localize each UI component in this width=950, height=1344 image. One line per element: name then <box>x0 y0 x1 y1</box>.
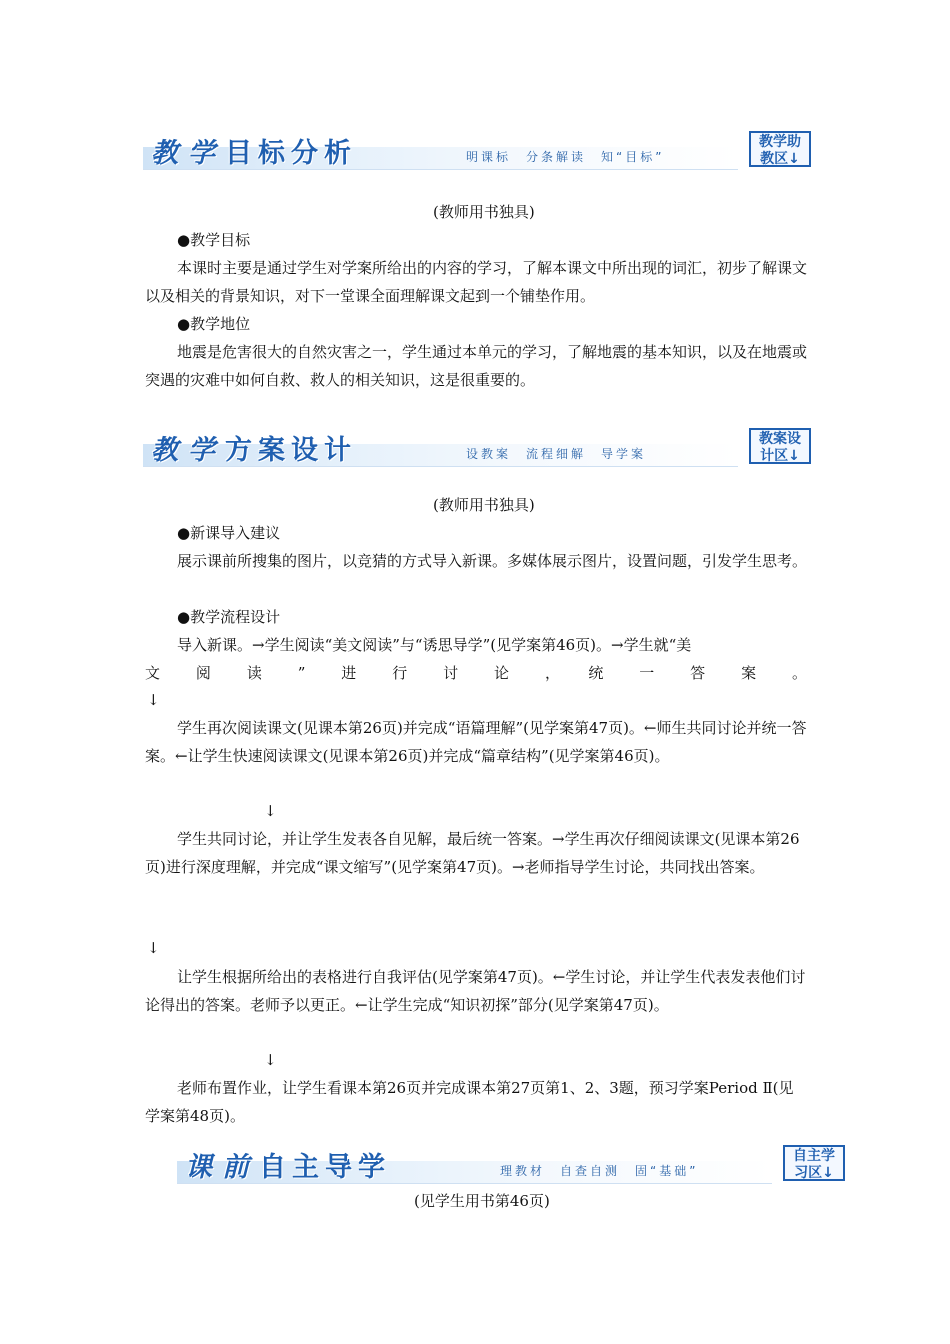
paragraph-teaching-position: 地震是危害很大的自然灾害之一，学生通过本单元的学习，了解地震的基本知识，以及在地震或突遇的灾难中如何自救、救人的相关知识，这是很重要的。 <box>145 343 808 389</box>
flow-arrow: ↓ <box>264 1051 277 1069</box>
flow-step-4: 让学生根据所给出的表格进行自我评估(见学案第47页)。←学生讨论，并让学生代表发表他们讨论得出的答案。老师予以更正。←让学生完成“知识初探”部分(见学案第47页)。 <box>145 968 806 1014</box>
banner-slogan: 设教案 流程细解 导学案 <box>466 447 647 461</box>
teacher-book-note: (教师用书独具) <box>433 203 535 221</box>
paragraph-new-lesson: 展示课前所搜集的图片，以竞猜的方式导入新课。多媒体展示图片，设置问题，引发学生思考。 <box>177 552 808 570</box>
section-banner-teaching-goals <box>143 131 815 175</box>
banner-title: 教学方案设计 <box>151 435 357 466</box>
paragraph-teaching-goals: 本课时主要是通过学生对学案所给出的内容的学习，了解本课文中所出现的词汇，初步了解课文以及相关的背景知识，对下一堂课全面理解课文起到一个铺垫作用。 <box>145 259 808 305</box>
banner-zone-box: 教学助 教区↓ <box>749 131 811 167</box>
heading-new-lesson: ●新课导入建议 <box>177 524 281 542</box>
section-banner-self-study <box>177 1145 849 1189</box>
student-book-note: (见学生用书第46页) <box>414 1192 550 1210</box>
heading-teaching-goals: ●教学目标 <box>177 231 251 249</box>
section-banner-teaching-plan <box>143 428 815 472</box>
banner-title: 教学目标分析 <box>151 138 357 169</box>
flow-step-1-line-1: 导入新课。→学生阅读“美文阅读”与“诱思导学”(见学案第46页)。→学生就“美 <box>177 636 692 654</box>
flow-arrow: ↓ <box>264 802 277 820</box>
flow-step-5: 老师布置作业，让学生看课本第26页并完成课本第27页第1、2、3题，预习学案Period Ⅱ(见学案第48页)。 <box>145 1079 794 1125</box>
heading-teaching-position: ●教学地位 <box>177 315 251 333</box>
banner-zone-box: 自主学 习区↓ <box>783 1145 845 1181</box>
flow-step-1-line-2: 文 阅 读 ” 进 行 讨 论 ， 统 一 答 案 。 <box>145 664 807 682</box>
teacher-book-note: (教师用书独具) <box>433 496 535 514</box>
flow-arrow: ↓ <box>147 939 160 957</box>
banner-zone-box: 教案设 计区↓ <box>749 428 811 464</box>
banner-title: 课前自主导学 <box>185 1152 391 1183</box>
flow-arrow: ↓ <box>147 691 160 709</box>
flow-step-2: 学生再次阅读课文(见课本第26页)并完成“语篇理解”(见学案第47页)。←师生共同讨论并统一答案。←让学生快速阅读课文(见课本第26页)并完成“篇章结构”(见学案第46页)。 <box>145 719 807 765</box>
banner-slogan: 明课标 分条解读 知“目标” <box>466 150 665 164</box>
banner-slogan: 理教材 自查自测 固“基础” <box>500 1164 699 1178</box>
flow-step-3: 学生共同讨论，并让学生发表各自见解，最后统一答案。→学生再次仔细阅读课文(见课本第26页)进行深度理解，并完成“课文缩写”(见学案第47页)。→老师指导学生讨论，共同找出答案。 <box>145 830 800 876</box>
heading-teaching-flow: ●教学流程设计 <box>177 608 281 626</box>
